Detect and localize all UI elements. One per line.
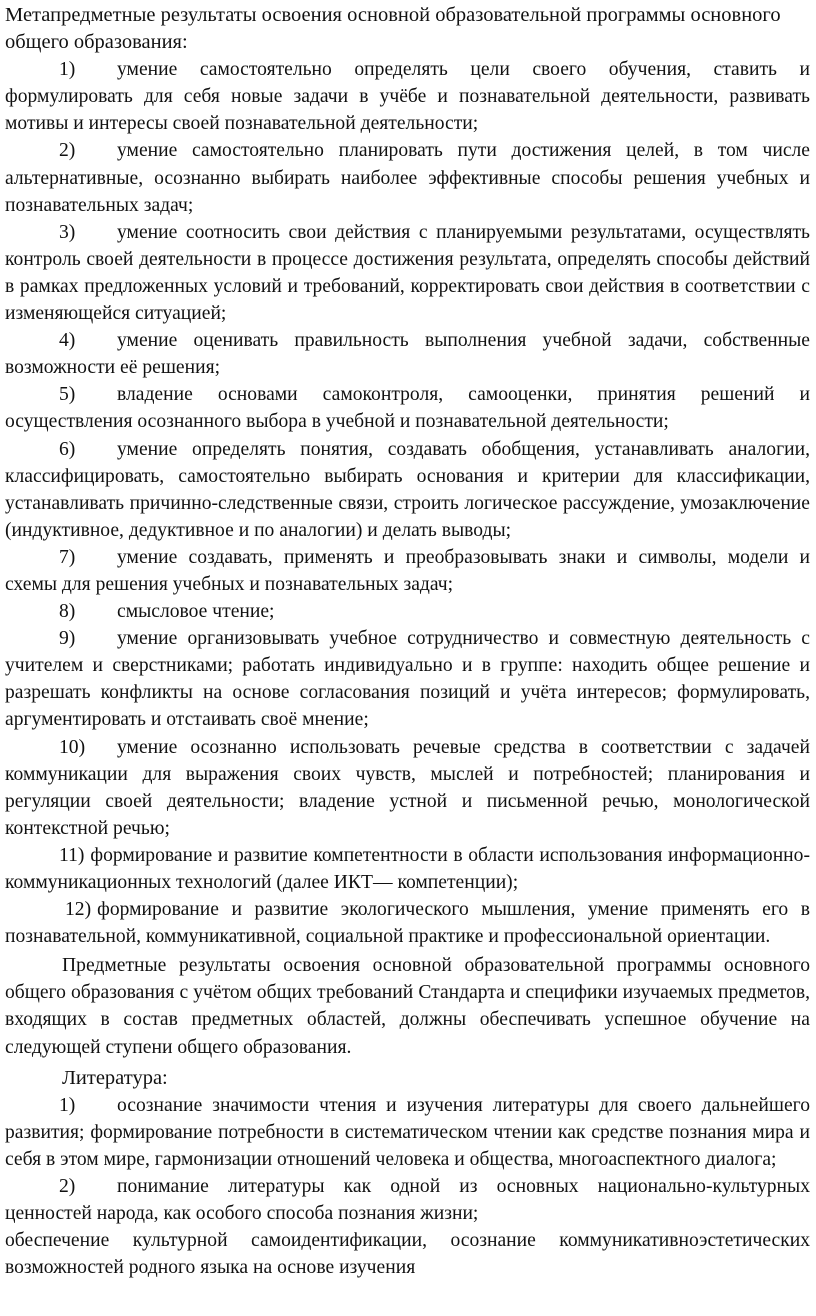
item-text: понимание литературы как одной из основных национально-культурных ценностей народа, как особого способа познания жизни; (5, 1176, 810, 1225)
item-number: 4) (59, 330, 76, 352)
subject-results-paragraph: Предметные результаты освоения основной образовательной программы основного общего образования с учётом общих требований Стандарта и специфики изучаемых предметов, входящих в состав предметных областей, должны обеспечивать успешное обучение на следующей ступени общего образования. (5, 955, 810, 1058)
item-text: смысловое чтение; (117, 601, 275, 623)
item-number: 12) (65, 899, 92, 921)
item-text: умение соотносить свои действия с планируемыми результатами, осуществлять контроль своей деятельности в процессе достижения результата, определять способы действий в рамках предложенных условий и требований, корректировать свои действия в соответствии с изменяющейся ситуацией; (5, 221, 810, 325)
item-text: умение самостоятельно определять цели своего обучения, ставить и формулировать для себя новые задачи в учёбе и познавательной деятельности, развивать мотивы и интересы своей познавательной деятельности; (5, 59, 810, 135)
item-text: владение основами самоконтроля, самооценки, принятия решений и осуществления осознанного выбора в учебной и познавательной деятельности; (5, 384, 810, 433)
meta-item-3 (5, 219, 810, 327)
meta-results-heading: Метапредметные результаты освоения основной образовательной программы основного общего образования: (5, 4, 781, 54)
meta-item-5 (5, 381, 810, 435)
item-number: 2) (59, 140, 76, 162)
item-text: формирование и развитие компетентности в области использования информационно-коммуникационных технологий (далее ИКТ— компетенции); (5, 844, 810, 893)
literature-heading: Литература: (62, 1066, 168, 1089)
document-page (0, 2, 816, 1281)
meta-item-12 (5, 896, 810, 950)
item-number: 11) (59, 844, 85, 866)
meta-item-9 (5, 625, 810, 733)
literature-item-1 (5, 1092, 810, 1173)
item-text: умение самостоятельно планировать пути достижения целей, в том числе альтернативные, осознанно выбирать наиболее эффективные способы решения учебных и познавательных задач; (5, 140, 810, 216)
item-text: умение организовывать учебное сотрудничество и совместную деятельность с учителем и сверстниками; работать индивидуально и в группе: находить общее решение и разрешать конфликты на основе согласования позиций и учёта интересов; формулировать, аргументировать и отстаивать своё мнение; (5, 628, 810, 731)
meta-item-2 (5, 137, 810, 218)
item-number: 10) (59, 736, 86, 758)
item-text: умение определять понятия, создавать обобщения, устанавливать аналогии, классифицировать, самостоятельно выбирать основания и критерии для классификации, устанавливать причинно-следственные связи, строить логическое рассуждение, умозаключение (индуктивное, дедуктивное и по аналогии) и делать выводы; (5, 438, 810, 541)
item-number: 9) (59, 628, 76, 650)
meta-item-6 (5, 436, 810, 544)
meta-item-10 (5, 734, 810, 842)
item-number: 1) (59, 59, 76, 81)
item-text: формирование и развитие экологического мышления, умение применять его в познавательной, коммуникативной, социальной практике и профессиональной ориентации. (5, 899, 810, 948)
meta-item-1 (5, 56, 810, 137)
item-number: 2) (59, 1176, 76, 1198)
item-text: умение оценивать правильность выполнения учебной задачи, собственные возможности её решения; (5, 330, 810, 379)
meta-item-4 (5, 327, 810, 381)
literature-item-2 (5, 1173, 810, 1227)
literature-tail-paragraph: обеспечение культурной самоидентификации, осознание коммуникативноэстетических возможностей родного языка на основе изучения (5, 1230, 810, 1279)
item-number: 7) (59, 546, 76, 568)
item-number: 5) (59, 384, 76, 406)
item-text: умение осознанно использовать речевые средства в соответствии с задачей коммуникации для выражения своих чувств, мыслей и потребностей; планирования и регуляции своей деятельности; владение устной и письменной речью, монологической контекстной речью; (5, 736, 810, 839)
item-number: 1) (59, 1094, 76, 1116)
meta-item-11 (5, 842, 810, 896)
item-number: 8) (59, 601, 76, 623)
meta-item-8 (5, 598, 810, 625)
item-text: осознание значимости чтения и изучения литературы для своего дальнейшего развития; формирование потребности в систематическом чтении как средстве познания мира и себя в этом мире, гармонизации отношений человека и общества, многоаспектного диалога; (5, 1094, 810, 1170)
item-text: умение создавать, применять и преобразовывать знаки и символы, модели и схемы для решения учебных и познавательных задач; (5, 546, 810, 595)
item-number: 6) (59, 438, 76, 460)
meta-item-7 (5, 544, 810, 598)
item-number: 3) (59, 221, 76, 243)
